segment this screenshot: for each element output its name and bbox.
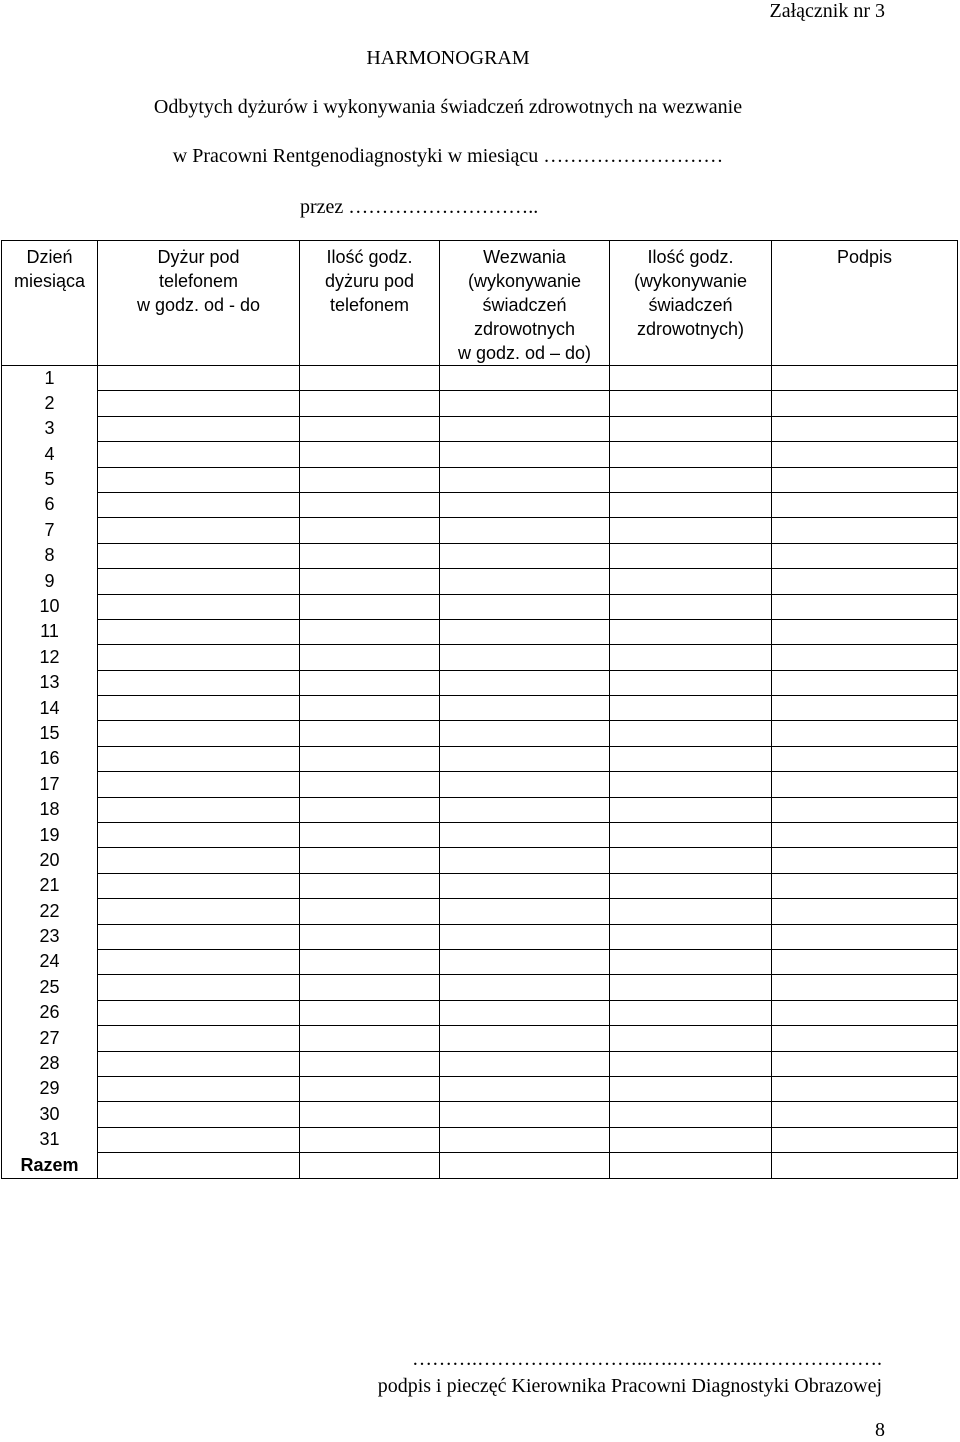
table-row bbox=[2, 848, 958, 873]
table-cell bbox=[610, 619, 772, 644]
subtitle-line-3: przez ……………………….. bbox=[300, 196, 539, 218]
table-cell bbox=[440, 1000, 610, 1025]
table-cell bbox=[300, 442, 440, 467]
table-row bbox=[2, 391, 958, 416]
table-cell bbox=[98, 772, 300, 797]
table-cell bbox=[440, 569, 610, 594]
day-number: 11 bbox=[2, 619, 98, 644]
column-header-callouts: Wezwania (wykonywanie świadczeń zdrowotnych w godz. od – do) bbox=[440, 241, 610, 366]
table-row bbox=[2, 797, 958, 822]
table-row-total bbox=[2, 1153, 958, 1178]
table-cell bbox=[610, 670, 772, 695]
table-cell bbox=[300, 1000, 440, 1025]
table-cell bbox=[300, 899, 440, 924]
attachment-label: Załącznik nr 3 bbox=[769, 0, 885, 22]
table-cell bbox=[610, 1000, 772, 1025]
table-cell bbox=[772, 975, 958, 1000]
signature-line: ……….……………………..….………….………………. bbox=[412, 1348, 882, 1370]
table-cell bbox=[440, 467, 610, 492]
table-cell bbox=[610, 1153, 772, 1178]
table-cell bbox=[98, 1026, 300, 1051]
table-cell bbox=[440, 975, 610, 1000]
table-cell bbox=[610, 797, 772, 822]
table-cell bbox=[98, 1076, 300, 1101]
table-cell bbox=[772, 899, 958, 924]
table-cell bbox=[772, 619, 958, 644]
table-cell bbox=[440, 1076, 610, 1101]
table-cell bbox=[610, 949, 772, 974]
day-number: 15 bbox=[2, 721, 98, 746]
table-cell bbox=[440, 899, 610, 924]
table-cell bbox=[98, 1127, 300, 1152]
table-cell bbox=[772, 823, 958, 848]
table-cell bbox=[772, 1127, 958, 1152]
table-cell bbox=[440, 924, 610, 949]
day-number: 10 bbox=[2, 594, 98, 619]
table-cell bbox=[772, 873, 958, 898]
table-cell bbox=[610, 975, 772, 1000]
table-cell bbox=[98, 873, 300, 898]
table-row bbox=[2, 492, 958, 517]
table-row bbox=[2, 594, 958, 619]
table-cell bbox=[772, 746, 958, 771]
table-cell bbox=[300, 645, 440, 670]
day-number: 18 bbox=[2, 797, 98, 822]
table-cell bbox=[300, 416, 440, 441]
day-number: 13 bbox=[2, 670, 98, 695]
day-number: 6 bbox=[2, 492, 98, 517]
table-cell bbox=[610, 924, 772, 949]
day-number: 24 bbox=[2, 949, 98, 974]
table-row bbox=[2, 670, 958, 695]
table-cell bbox=[98, 1102, 300, 1127]
table-cell bbox=[98, 899, 300, 924]
day-number: 1 bbox=[2, 366, 98, 391]
table-cell bbox=[440, 670, 610, 695]
table-cell bbox=[300, 594, 440, 619]
table-cell bbox=[98, 797, 300, 822]
table-cell bbox=[440, 1051, 610, 1076]
table-cell bbox=[300, 1026, 440, 1051]
column-header-signature: Podpis bbox=[772, 241, 958, 366]
table-cell bbox=[772, 1026, 958, 1051]
table-cell bbox=[440, 873, 610, 898]
table-cell bbox=[772, 366, 958, 391]
table-row bbox=[2, 366, 958, 391]
subtitle-line-2: w Pracowni Rentgenodiagnostyki w miesiącu ……………………… bbox=[172, 145, 724, 167]
table-cell bbox=[300, 772, 440, 797]
day-number: 5 bbox=[2, 467, 98, 492]
table-row bbox=[2, 696, 958, 721]
table-cell bbox=[610, 416, 772, 441]
table-cell bbox=[300, 518, 440, 543]
table-cell bbox=[440, 746, 610, 771]
table-cell bbox=[610, 492, 772, 517]
table-cell bbox=[772, 696, 958, 721]
table-cell bbox=[300, 467, 440, 492]
document-title: HARMONOGRAM bbox=[366, 47, 530, 69]
table-cell bbox=[440, 949, 610, 974]
table-cell bbox=[772, 645, 958, 670]
table-cell bbox=[98, 619, 300, 644]
column-header-phone-duty-count: Ilość godz. dyżuru pod telefonem bbox=[300, 241, 440, 366]
day-number: 31 bbox=[2, 1127, 98, 1152]
table-cell bbox=[772, 848, 958, 873]
table-cell bbox=[772, 797, 958, 822]
day-number: 28 bbox=[2, 1051, 98, 1076]
table-cell bbox=[440, 416, 610, 441]
table-row bbox=[2, 746, 958, 771]
schedule-table bbox=[1, 240, 958, 1179]
table-cell bbox=[98, 594, 300, 619]
table-cell bbox=[440, 1153, 610, 1178]
table-cell bbox=[300, 873, 440, 898]
table-row bbox=[2, 467, 958, 492]
table-cell bbox=[98, 848, 300, 873]
table-cell bbox=[98, 645, 300, 670]
table-cell bbox=[300, 492, 440, 517]
table-row bbox=[2, 721, 958, 746]
total-label: Razem bbox=[2, 1153, 98, 1178]
table-cell bbox=[300, 848, 440, 873]
table-cell bbox=[98, 696, 300, 721]
table-cell bbox=[772, 772, 958, 797]
table-cell bbox=[300, 391, 440, 416]
table-cell bbox=[610, 645, 772, 670]
table-cell bbox=[98, 492, 300, 517]
table-cell bbox=[300, 823, 440, 848]
table-cell bbox=[300, 975, 440, 1000]
table-row bbox=[2, 1076, 958, 1101]
table-cell bbox=[440, 645, 610, 670]
table-cell bbox=[440, 1127, 610, 1152]
table-cell bbox=[300, 949, 440, 974]
table-cell bbox=[440, 823, 610, 848]
table-cell bbox=[300, 1051, 440, 1076]
table-cell bbox=[610, 772, 772, 797]
table-cell bbox=[300, 619, 440, 644]
table-cell bbox=[610, 746, 772, 771]
table-cell bbox=[300, 1153, 440, 1178]
table-cell bbox=[772, 949, 958, 974]
table-cell bbox=[772, 391, 958, 416]
table-cell bbox=[440, 772, 610, 797]
table-row bbox=[2, 569, 958, 594]
table-cell bbox=[610, 899, 772, 924]
table-cell bbox=[98, 442, 300, 467]
table-cell bbox=[772, 924, 958, 949]
table-cell bbox=[300, 1127, 440, 1152]
table-row bbox=[2, 772, 958, 797]
table-cell bbox=[610, 569, 772, 594]
table-cell bbox=[98, 1153, 300, 1178]
table-cell bbox=[610, 543, 772, 568]
table-cell bbox=[300, 797, 440, 822]
table-cell bbox=[98, 416, 300, 441]
table-cell bbox=[440, 848, 610, 873]
day-number: 8 bbox=[2, 543, 98, 568]
table-row bbox=[2, 899, 958, 924]
table-row bbox=[2, 873, 958, 898]
column-header-phone-duty-hours: Dyżur pod telefonem w godz. od - do bbox=[98, 241, 300, 366]
table-cell bbox=[610, 1026, 772, 1051]
table-cell bbox=[772, 1076, 958, 1101]
table-cell bbox=[610, 873, 772, 898]
table-cell bbox=[610, 721, 772, 746]
table-cell bbox=[772, 492, 958, 517]
table-cell bbox=[98, 949, 300, 974]
table-cell bbox=[610, 594, 772, 619]
table-cell bbox=[772, 442, 958, 467]
table-cell bbox=[772, 1051, 958, 1076]
table-cell bbox=[772, 1102, 958, 1127]
table-cell bbox=[440, 391, 610, 416]
table-cell bbox=[610, 823, 772, 848]
table-cell bbox=[440, 492, 610, 517]
table-cell bbox=[610, 1051, 772, 1076]
table-cell bbox=[772, 1153, 958, 1178]
table-cell bbox=[440, 721, 610, 746]
table-cell bbox=[98, 366, 300, 391]
table-cell bbox=[300, 366, 440, 391]
table-header-row bbox=[2, 241, 958, 366]
day-number: 25 bbox=[2, 975, 98, 1000]
day-number: 30 bbox=[2, 1102, 98, 1127]
day-number: 26 bbox=[2, 1000, 98, 1025]
day-number: 7 bbox=[2, 518, 98, 543]
table-row bbox=[2, 1026, 958, 1051]
day-number: 2 bbox=[2, 391, 98, 416]
day-number: 14 bbox=[2, 696, 98, 721]
table-row bbox=[2, 518, 958, 543]
day-number: 16 bbox=[2, 746, 98, 771]
table-cell bbox=[772, 543, 958, 568]
table-cell bbox=[610, 518, 772, 543]
table-cell bbox=[772, 569, 958, 594]
table-cell bbox=[772, 670, 958, 695]
table-cell bbox=[440, 518, 610, 543]
table-cell bbox=[610, 1127, 772, 1152]
table-cell bbox=[300, 924, 440, 949]
day-number: 27 bbox=[2, 1026, 98, 1051]
table-cell bbox=[772, 416, 958, 441]
table-cell bbox=[98, 1000, 300, 1025]
table-cell bbox=[98, 924, 300, 949]
day-number: 3 bbox=[2, 416, 98, 441]
table-cell bbox=[300, 670, 440, 695]
table-cell bbox=[98, 823, 300, 848]
signature-caption: podpis i pieczęć Kierownika Pracowni Diagnostyki Obrazowej bbox=[377, 1375, 882, 1397]
day-number: 23 bbox=[2, 924, 98, 949]
table-cell bbox=[440, 1102, 610, 1127]
table-cell bbox=[300, 721, 440, 746]
table-cell bbox=[772, 467, 958, 492]
table-cell bbox=[610, 848, 772, 873]
table-cell bbox=[300, 543, 440, 568]
table-row bbox=[2, 975, 958, 1000]
day-number: 22 bbox=[2, 899, 98, 924]
table-cell bbox=[98, 1051, 300, 1076]
column-header-service-hours: Ilość godz. (wykonywanie świadczeń zdrowotnych) bbox=[610, 241, 772, 366]
table-cell bbox=[440, 1026, 610, 1051]
day-number: 20 bbox=[2, 848, 98, 873]
table-cell bbox=[610, 467, 772, 492]
table-cell bbox=[300, 1076, 440, 1101]
table-cell bbox=[440, 366, 610, 391]
day-number: 9 bbox=[2, 569, 98, 594]
table-cell bbox=[300, 696, 440, 721]
table-cell bbox=[98, 391, 300, 416]
day-number: 4 bbox=[2, 442, 98, 467]
table-cell bbox=[98, 518, 300, 543]
table-cell bbox=[300, 569, 440, 594]
column-header-day: Dzień miesiąca bbox=[2, 241, 98, 366]
page-number: 8 bbox=[875, 1419, 885, 1441]
table-cell bbox=[98, 467, 300, 492]
table-row bbox=[2, 442, 958, 467]
table-row bbox=[2, 1051, 958, 1076]
table-row bbox=[2, 1127, 958, 1152]
subtitle-line-1: Odbytych dyżurów i wykonywania świadczeń zdrowotnych na wezwanie bbox=[153, 96, 743, 118]
table-row bbox=[2, 1102, 958, 1127]
table-cell bbox=[98, 543, 300, 568]
table-cell bbox=[440, 594, 610, 619]
day-number: 21 bbox=[2, 873, 98, 898]
table-row bbox=[2, 619, 958, 644]
table-cell bbox=[610, 1076, 772, 1101]
table-cell bbox=[98, 721, 300, 746]
table-cell bbox=[98, 975, 300, 1000]
table-cell bbox=[440, 442, 610, 467]
table-cell bbox=[440, 696, 610, 721]
table-cell bbox=[440, 797, 610, 822]
table-cell bbox=[610, 391, 772, 416]
table-cell bbox=[98, 746, 300, 771]
table-cell bbox=[300, 1102, 440, 1127]
day-number: 19 bbox=[2, 823, 98, 848]
table-cell bbox=[98, 670, 300, 695]
table-cell bbox=[610, 442, 772, 467]
table-row bbox=[2, 1000, 958, 1025]
table-cell bbox=[440, 619, 610, 644]
table-cell bbox=[772, 1000, 958, 1025]
table-cell bbox=[440, 543, 610, 568]
table-cell bbox=[772, 594, 958, 619]
table-row bbox=[2, 543, 958, 568]
table-cell bbox=[98, 569, 300, 594]
table-cell bbox=[610, 696, 772, 721]
table-cell bbox=[610, 1102, 772, 1127]
table-cell bbox=[772, 721, 958, 746]
table-row bbox=[2, 645, 958, 670]
table-cell bbox=[772, 518, 958, 543]
day-number: 29 bbox=[2, 1076, 98, 1101]
table-row bbox=[2, 949, 958, 974]
table-cell bbox=[300, 746, 440, 771]
table-cell bbox=[610, 366, 772, 391]
table-row bbox=[2, 823, 958, 848]
table-row bbox=[2, 924, 958, 949]
day-number: 12 bbox=[2, 645, 98, 670]
table-row bbox=[2, 416, 958, 441]
day-number: 17 bbox=[2, 772, 98, 797]
